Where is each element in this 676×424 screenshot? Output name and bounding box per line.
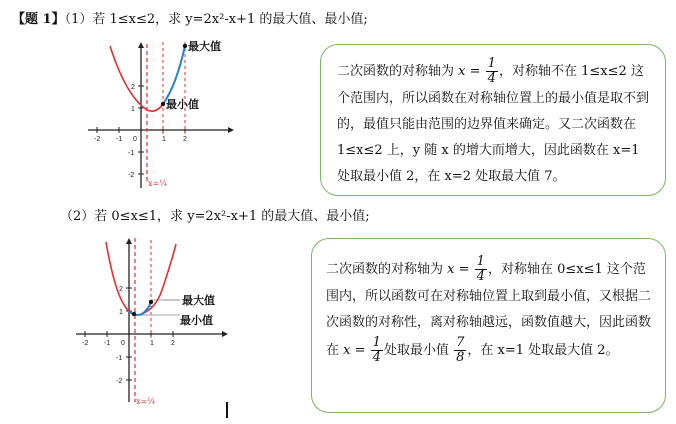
graph1-tick-x-0: 0 [133,136,137,143]
graph2-tick-x-neg2: -2 [82,340,89,347]
graph2-min-point [132,312,136,316]
box2-fraction-1: $\frac{1}{4}$ [476,254,485,284]
graph2-axis-note: x=¼ [136,397,155,406]
graph2-tick-y-neg1: -1 [116,355,123,362]
graph1-tick-y-2: 2 [131,84,135,91]
graph1-axis-note: x=¼ [148,179,167,188]
problem1-tag: 【题 1】 [12,12,65,27]
graph2-max-point [149,300,153,304]
graph2-tick-x-neg1: -1 [104,340,111,347]
graph2-tick-y-1: 1 [119,309,123,316]
graph1-tick-y-neg2: -2 [128,172,135,179]
box1-fraction: $\frac{1}{4}$ [487,56,496,86]
graph1-tick-x-neg1: -1 [116,136,123,143]
explanation-box-1 [320,44,666,196]
graph2-tick-y-2: 2 [119,286,123,293]
box2-text-part4: ，在 x=1 处取最大值 2。 [467,343,619,358]
graph1-label-max: 最大值 [188,40,221,53]
graph1-tick-x-neg2: -2 [94,136,101,143]
problem1-question: （1）若 1≤x≤2，求 y=2x²-x+1 的最大值、最小值; [64,12,368,27]
box2-fraction-3: $\frac{7}{8}$ [456,335,465,365]
problem1-question-line [12,8,368,27]
graph2-parabola-red [106,242,176,315]
box1-text-part2: ，对称轴不在 1≤x≤2 这个范围内，所以函数在对称轴位置上的最小值是取不到的，最值只能由范围的边界值来确定。又二次函数在 1≤x≤2 上，y 随 x 的增大而增大，因此函数在 x=1 处取最小值 2，在 x=2 处取最大值 7。 [337,64,650,184]
box1-text-part1: 二次函数的对称轴为 [337,64,455,79]
graph2-label-max: 最大值 [182,294,215,307]
graph1-tick-y-neg1: -1 [128,150,135,157]
graph1-min-point [161,102,165,106]
explanation-box-2 [311,238,666,413]
graph1-tick-x-2: 2 [183,136,187,143]
graph2-tick-x-1: 1 [150,340,154,347]
graph1-x-arrow [228,127,234,133]
box2-eq2: x = [343,343,366,358]
graph1-parabola-blue [163,46,185,104]
graph-2 [72,230,232,410]
graph-1 [86,34,236,194]
box2-text-part1: 二次函数的对称轴为 [326,262,444,277]
graph1-max-point [183,44,187,48]
graph1-tick-y-1: 1 [131,106,135,113]
box1-eq: x = [458,64,481,79]
box2-eq: x = [447,262,470,277]
graph2-label-min: 最小值 [180,314,213,327]
graph2-tick-x-2: 2 [171,340,175,347]
graph1-parabola-red [110,46,163,111]
text-cursor[interactable] [226,402,228,418]
graph1-y-arrow [138,42,144,48]
problem2-question: （2）若 0≤x≤1，求 y=2x²-x+1 的最大值、最小值; [60,209,370,224]
graph2-tick-x-0: 0 [121,340,125,347]
graph1-tick-x-1: 1 [162,136,166,143]
box2-text-part2: ，对称轴在 0≤x≤1 这个范围内，所以函数可在对称轴位置上取到最小值，又根据二次函数的对称性，离对称轴越远，函数值越大，因此函数在 [326,262,652,358]
graph2-tick-y-neg2: -2 [116,378,123,385]
box2-text-part3: 处取最小值 [383,343,449,358]
box2-fraction-2: $\frac{1}{4}$ [372,335,381,365]
graph1-label-min: 最小值 [166,98,199,111]
